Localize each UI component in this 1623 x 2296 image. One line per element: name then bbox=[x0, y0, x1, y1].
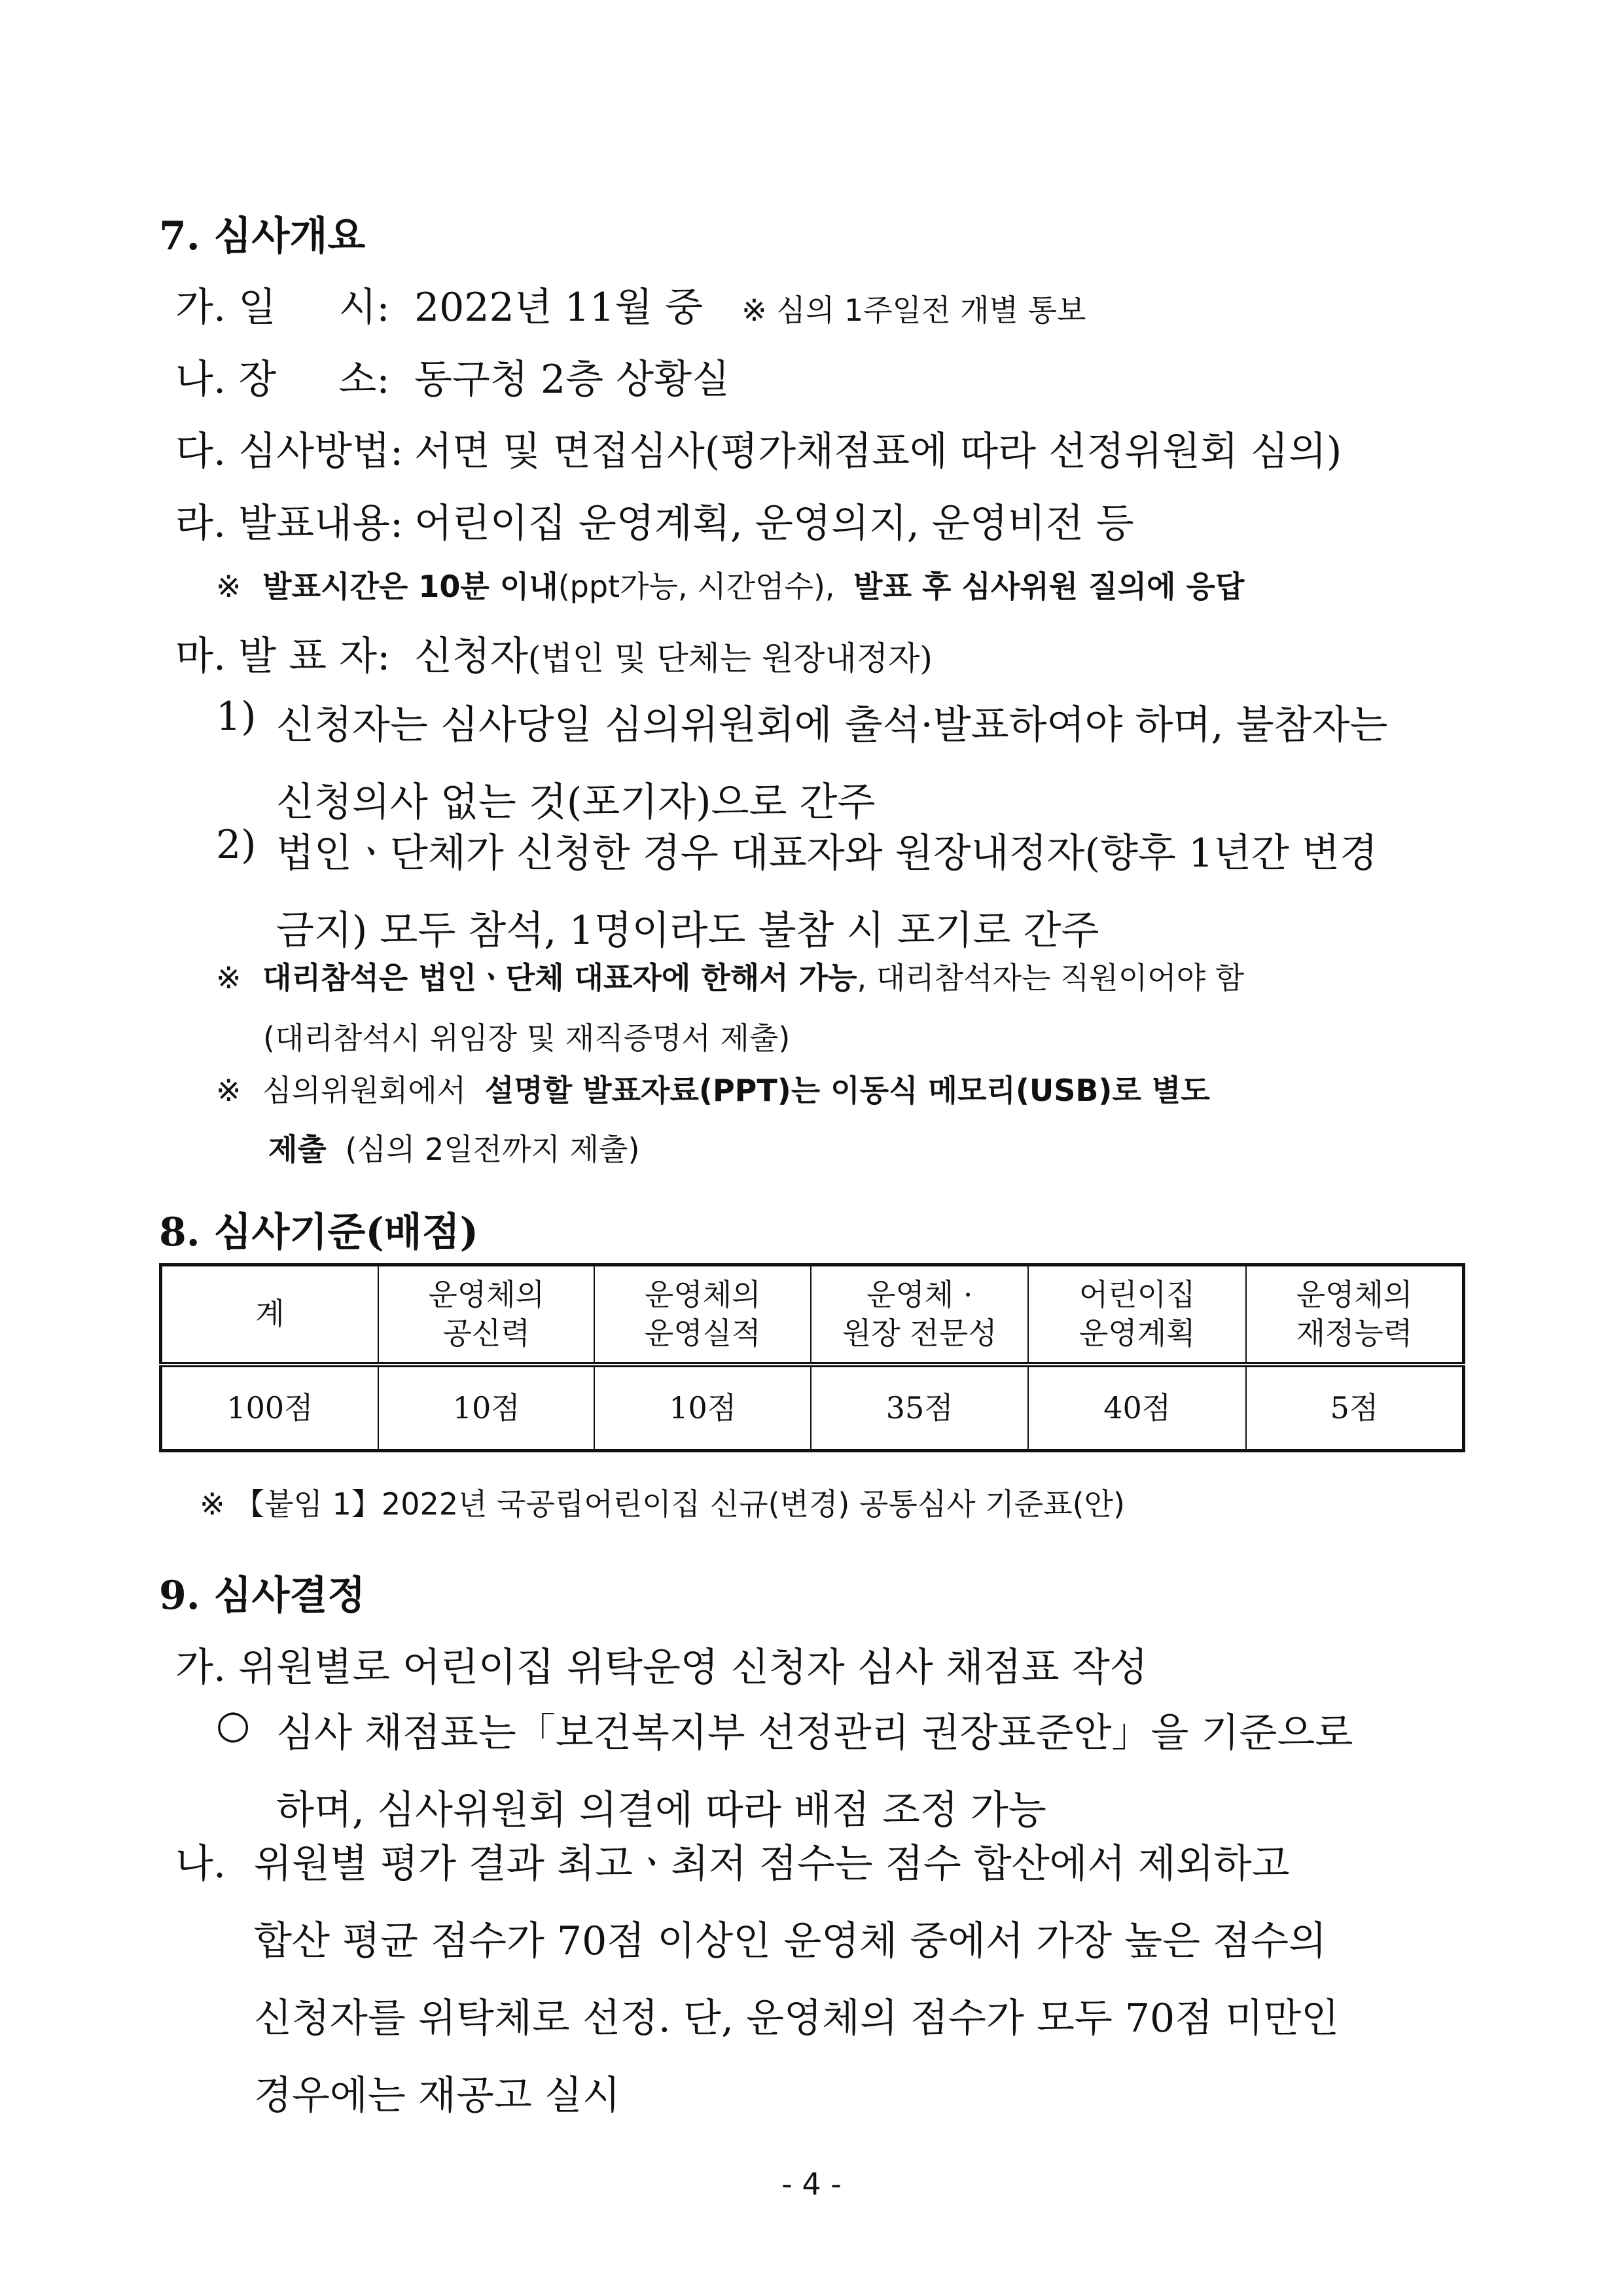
score-expertise: 35점 bbox=[811, 1365, 1028, 1451]
criteria-header-row bbox=[161, 1265, 1464, 1365]
criteria-footnote: ※ 【붙임 1】2022년 국공립어린이집 신규(변경) 공통심사 기준표(안) bbox=[200, 1486, 1125, 1522]
score-finance: 5점 bbox=[1246, 1365, 1464, 1451]
decision-sub-line2: 하며, 심사위원회 의결에 따라 배점 조정 가능 bbox=[276, 1787, 1046, 1833]
sub-item-2-line1: 법인ㆍ단체가 신청한 경우 대표자와 원장내정자(향후 1년간 변경 bbox=[276, 831, 1378, 876]
note-plain: (ppt가능, 시간엄수), bbox=[558, 569, 835, 604]
schedule-note: ※ 심의 1주일전 개별 통보 bbox=[741, 293, 1086, 328]
decision-na-line2: 합산 평균 점수가 70점 이상인 운영체 중에서 가장 높은 점수의 bbox=[254, 1918, 1327, 1964]
proxy-note-bold: 대리참석은 법인ㆍ단체 대표자에 한해서 가능 bbox=[262, 960, 857, 996]
criteria-header-finance: 운영체의 재정능력 bbox=[1246, 1265, 1464, 1365]
presenter-label: 마. 발 표 자: bbox=[175, 634, 391, 679]
proxy-note-line2: (대리참석시 위임장 및 재직증명서 제출) bbox=[263, 1020, 791, 1056]
score-performance: 10점 bbox=[594, 1365, 811, 1451]
usb-note-bold: 설명할 발표자료(PPT)는 이동식 메모리(USB)로 별도 bbox=[484, 1073, 1210, 1108]
method-value: 서면 및 면접심사(평가채점표에 따라 선정위원회 심의) bbox=[414, 429, 1342, 475]
presentation-note bbox=[216, 563, 1244, 606]
sub-item-1 bbox=[216, 694, 1466, 827]
decision-item-na bbox=[175, 1833, 1466, 2121]
decision-item-ga: 가. 위원별로 어린이집 위탁운영 신청자 심사 채점표 작성 bbox=[175, 1645, 1148, 1691]
score-plan: 40점 bbox=[1028, 1365, 1245, 1451]
criteria-header-total: 계 bbox=[161, 1265, 378, 1365]
venue-value: 동구청 2층 상황실 bbox=[414, 357, 730, 403]
sub-item-2-num: 2) bbox=[216, 822, 257, 868]
note-bold-qa: 발표 후 심사위원 질의에 응답 bbox=[853, 569, 1245, 604]
sub-item-1-line1: 신청자는 심사당일 심의위원회에 출석·발표하여야 하며, 불참자는 bbox=[276, 702, 1388, 748]
usb-note bbox=[216, 1067, 1210, 1169]
criteria-header-expertise: 운영체 · 원장 전문성 bbox=[811, 1265, 1028, 1365]
content-label: 라. 발표내용: bbox=[175, 501, 404, 547]
score-total: 100점 bbox=[161, 1365, 378, 1451]
sub-item-2-line2: 금지) 모두 참석, 1명이라도 불참 시 포기로 간주 bbox=[276, 908, 1099, 954]
section-9-heading: 9. 심사결정 bbox=[159, 1573, 366, 1619]
criteria-table bbox=[159, 1263, 1465, 1452]
decision-na-label: 나. bbox=[175, 1841, 226, 1887]
venue-label: 나. 장 소: bbox=[175, 357, 390, 403]
criteria-header-performance: 운영체의 운영실적 bbox=[594, 1265, 811, 1365]
usb-note-mark: ※ bbox=[216, 1073, 241, 1108]
content-value: 어린이집 운영계획, 운영의지, 운영비전 등 bbox=[414, 501, 1134, 547]
sub-item-1-line2: 신청의사 없는 것(포기자)으로 간주 bbox=[276, 780, 876, 825]
method-label: 다. 심사방법: bbox=[175, 429, 404, 475]
criteria-score-row bbox=[161, 1365, 1464, 1451]
presenter-paren: (법인 및 단체는 원장내정자) bbox=[527, 639, 933, 677]
decision-sub-line1: 심사 채점표는「보건복지부 선정관리 권장표준안」을 기준으로 bbox=[276, 1710, 1353, 1756]
schedule-label: 가. 일 시: bbox=[175, 285, 390, 331]
decision-sub-bullet bbox=[216, 1702, 1466, 1835]
venue-row bbox=[175, 348, 730, 404]
schedule-row bbox=[175, 276, 1086, 332]
bullet-icon: ○ bbox=[216, 1702, 251, 1748]
decision-na-line4: 경우에는 재공고 실시 bbox=[254, 2073, 620, 2119]
proxy-note-mark: ※ bbox=[216, 960, 241, 996]
presenter-row bbox=[175, 625, 933, 681]
score-credibility: 10점 bbox=[378, 1365, 595, 1451]
schedule-value: 2022년 11월 중 bbox=[414, 285, 704, 331]
section-7-heading: 7. 심사개요 bbox=[159, 213, 366, 259]
sub-item-2 bbox=[216, 822, 1466, 956]
page-number: - 4 - bbox=[781, 2166, 842, 2202]
usb-note-line2-bold: 제출 bbox=[268, 1132, 327, 1167]
note-bold-time: 발표시간은 10분 이내 bbox=[262, 569, 558, 604]
content-row bbox=[175, 492, 1134, 548]
note-mark: ※ bbox=[216, 569, 241, 604]
proxy-note bbox=[216, 954, 1244, 1058]
section-8-heading: 8. 심사기준(배점) bbox=[159, 1210, 479, 1255]
sub-item-1-num: 1) bbox=[216, 694, 257, 740]
decision-na-line3: 신청자를 위탁체로 선정. 단, 운영체의 점수가 모두 70점 미만인 bbox=[254, 1996, 1340, 2041]
presenter-value: 신청자 bbox=[414, 634, 528, 679]
usb-note-plain: 심의위원회에서 bbox=[262, 1073, 467, 1108]
decision-na-line1: 위원별 평가 결과 최고ㆍ최저 점수는 점수 합산에서 제외하고 bbox=[254, 1841, 1290, 1887]
usb-note-line2-rest: (심의 2일전까지 제출) bbox=[345, 1132, 640, 1167]
criteria-header-credibility: 운영체의 공신력 bbox=[378, 1265, 595, 1365]
criteria-header-plan: 어린이집 운영계획 bbox=[1028, 1265, 1245, 1365]
proxy-note-rest: , 대리참석자는 직원이어야 함 bbox=[857, 960, 1245, 996]
method-row bbox=[175, 420, 1342, 476]
